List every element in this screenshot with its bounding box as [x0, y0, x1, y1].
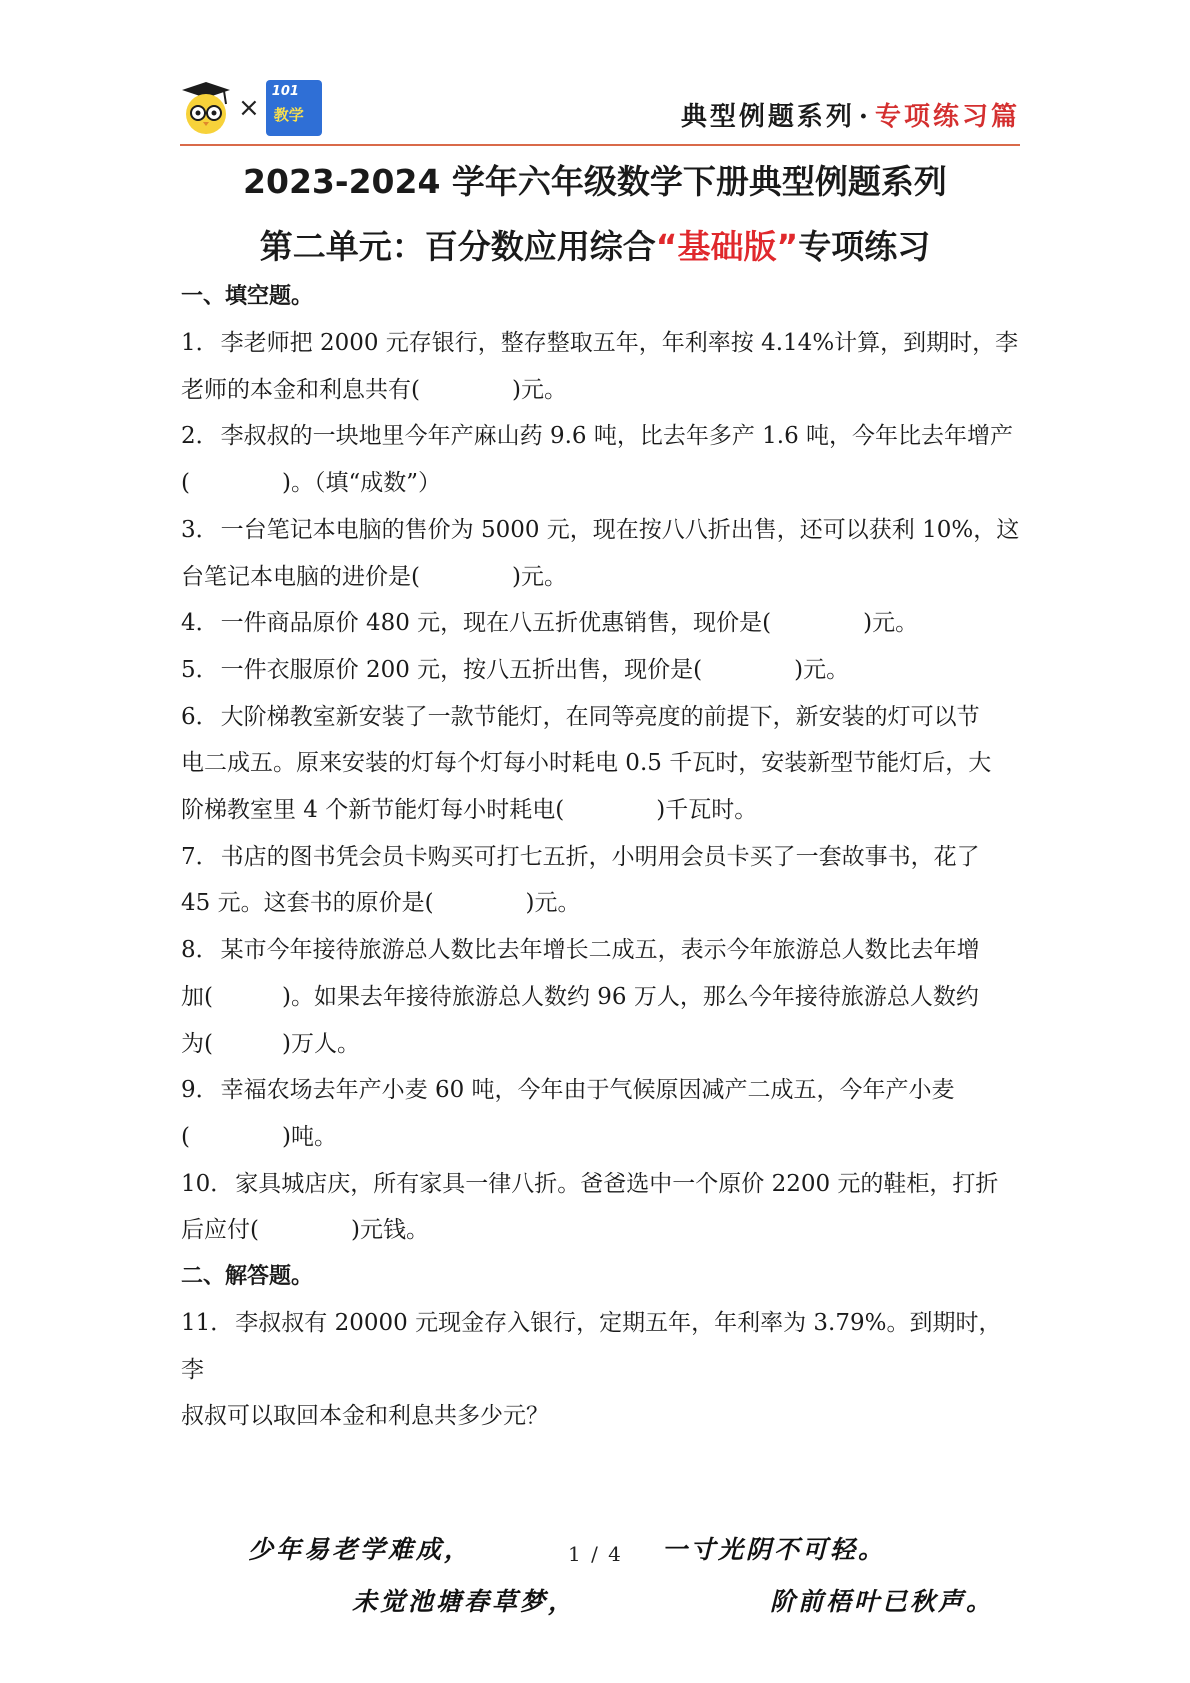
question-line — [181, 787, 1021, 834]
question-item — [181, 927, 1021, 1067]
series-label-black: 典型例题系列 — [680, 102, 855, 132]
question-line — [181, 694, 1021, 741]
question-number: 9． — [181, 1077, 219, 1104]
document-subtitle — [0, 221, 1190, 268]
question-text: 后应付( )元钱。 — [181, 1217, 429, 1244]
question-line — [181, 320, 1021, 367]
question-text: 书店的图书凭会员卡购买可打七五折，小明用会员卡买了一套故事书，花了 — [220, 843, 980, 870]
poem-line-1: 少年易老学难成， — [248, 1535, 473, 1564]
page-number: 1 / 4 — [568, 1542, 623, 1566]
poem-line-2: 一寸光阴不可轻。 — [662, 1535, 887, 1564]
question-item — [181, 1161, 1021, 1254]
series-label-dot: · — [858, 102, 871, 132]
question-item — [181, 507, 1021, 600]
question-text: 加( )。如果去年接待旅游总人数约 96 万人，那么今年接待旅游总人数约 — [181, 983, 979, 1010]
section-heading: 一、填空题。 — [181, 284, 314, 309]
question-number: 10． — [181, 1170, 234, 1197]
logo-101 — [266, 80, 322, 136]
question-line — [181, 554, 1021, 601]
question-number: 1． — [181, 330, 219, 356]
question-line — [181, 460, 1021, 507]
subtitle-prefix: 第二单元：百分数应用综合 — [259, 227, 656, 266]
question-line — [181, 1393, 1021, 1440]
question-line — [181, 1300, 1021, 1393]
question-text: 李叔叔的一块地里今年产麻山药 9.6 吨，比去年多产 1.6 吨，今年比去年增产 — [220, 423, 1014, 450]
question-line — [181, 740, 1021, 787]
question-text: 家具城店庆，所有家具一律八折。爸爸选中一个原价 2200 元的鞋柜，打折 — [235, 1170, 999, 1197]
owl-mascot-icon — [180, 80, 232, 136]
question-text: 李叔叔有 20000 元现金存入银行，定期五年，年利率为 3.79%。到期时，李 — [181, 1310, 1002, 1383]
page-header — [180, 80, 1020, 148]
question-line — [181, 1161, 1021, 1208]
series-label-red: 专项练习篇 — [874, 102, 1020, 132]
header-rule — [180, 144, 1020, 146]
poem-line-3: 未觉池塘春草梦， — [352, 1587, 577, 1616]
question-list — [181, 274, 1021, 1440]
question-line — [181, 413, 1021, 460]
question-text: 一台笔记本电脑的售价为 5000 元，现在按八八折出售，还可以获利 10%，这 — [220, 516, 1020, 543]
question-number: 7． — [181, 843, 219, 870]
question-text: 某市今年接待旅游总人数比去年增长二成五，表示今年旅游总人数比去年增 — [220, 937, 980, 964]
question-item — [181, 1067, 1021, 1160]
question-number: 11． — [181, 1310, 234, 1337]
question-number: 3． — [181, 516, 219, 543]
question-text: 李老师把 2000 元存银行，整存整取五年，年利率按 4.14%计算，到期时，李 — [220, 330, 1019, 356]
question-item — [181, 1300, 1021, 1440]
question-item — [181, 600, 1021, 647]
logo-101-word: 教学 — [273, 106, 304, 124]
question-number: 8． — [181, 937, 219, 964]
document-title: 2023-2024 学年六年级数学下册典型例题系列 — [243, 162, 947, 201]
question-text: 一件商品原价 480 元，现在八五折优惠销售，现价是( )元。 — [220, 610, 919, 637]
question-line — [181, 974, 1021, 1021]
question-number: 4． — [181, 610, 219, 637]
question-line — [181, 927, 1021, 974]
question-item — [181, 834, 1021, 927]
question-line — [181, 647, 1021, 694]
question-line — [181, 880, 1021, 927]
question-line — [181, 1114, 1021, 1161]
question-item — [181, 647, 1021, 694]
question-line — [181, 367, 1021, 414]
question-text: 电二成五。原来安装的灯每个灯每小时耗电 0.5 千瓦时，安装新型节能灯后，大 — [181, 750, 992, 777]
question-number: 2． — [181, 423, 219, 450]
question-text: 为( )万人。 — [181, 1030, 360, 1057]
question-text: ( )吨。 — [181, 1123, 337, 1150]
times-sign: × — [238, 93, 260, 123]
question-item — [181, 413, 1021, 506]
question-line — [181, 1021, 1021, 1068]
question-text: 台笔记本电脑的进价是( )元。 — [181, 563, 567, 590]
question-item — [181, 320, 1021, 413]
logo-group — [180, 80, 322, 136]
question-line — [181, 507, 1021, 554]
series-label — [681, 96, 1020, 133]
question-text: 幸福农场去年产小麦 60 吨，今年由于气候原因减产二成五，今年产小麦 — [220, 1077, 955, 1104]
subtitle-highlight: “基础版” — [655, 227, 799, 266]
question-text: 大阶梯教室新安装了一款节能灯，在同等亮度的前提下，新安装的灯可以节 — [220, 703, 980, 730]
question-line — [181, 600, 1021, 647]
question-line — [181, 1207, 1021, 1254]
logo-101-number: 101 — [271, 84, 299, 99]
question-text: 一件衣服原价 200 元，按八五折出售，现价是( )元。 — [220, 656, 850, 683]
page-footer — [0, 1530, 1190, 1650]
question-line — [181, 1067, 1021, 1114]
question-text: ( )。（填“成数”） — [181, 470, 441, 497]
question-number: 5． — [181, 656, 219, 683]
question-number: 6． — [181, 703, 219, 730]
section-heading: 二、解答题。 — [181, 1264, 314, 1290]
question-text: 老师的本金和利息共有( )元。 — [181, 376, 567, 403]
question-text: 叔叔可以取回本金和利息共多少元？ — [181, 1403, 549, 1430]
question-text: 45 元。这套书的原价是( )元。 — [181, 890, 581, 917]
question-text: 阶梯教室里 4 个新节能灯每小时耗电( )千瓦时。 — [181, 797, 758, 824]
poem-line-4: 阶前梧叶已秋声。 — [770, 1587, 995, 1616]
question-line — [181, 834, 1021, 881]
subtitle-suffix: 专项练习 — [798, 227, 931, 266]
question-item — [181, 694, 1021, 834]
